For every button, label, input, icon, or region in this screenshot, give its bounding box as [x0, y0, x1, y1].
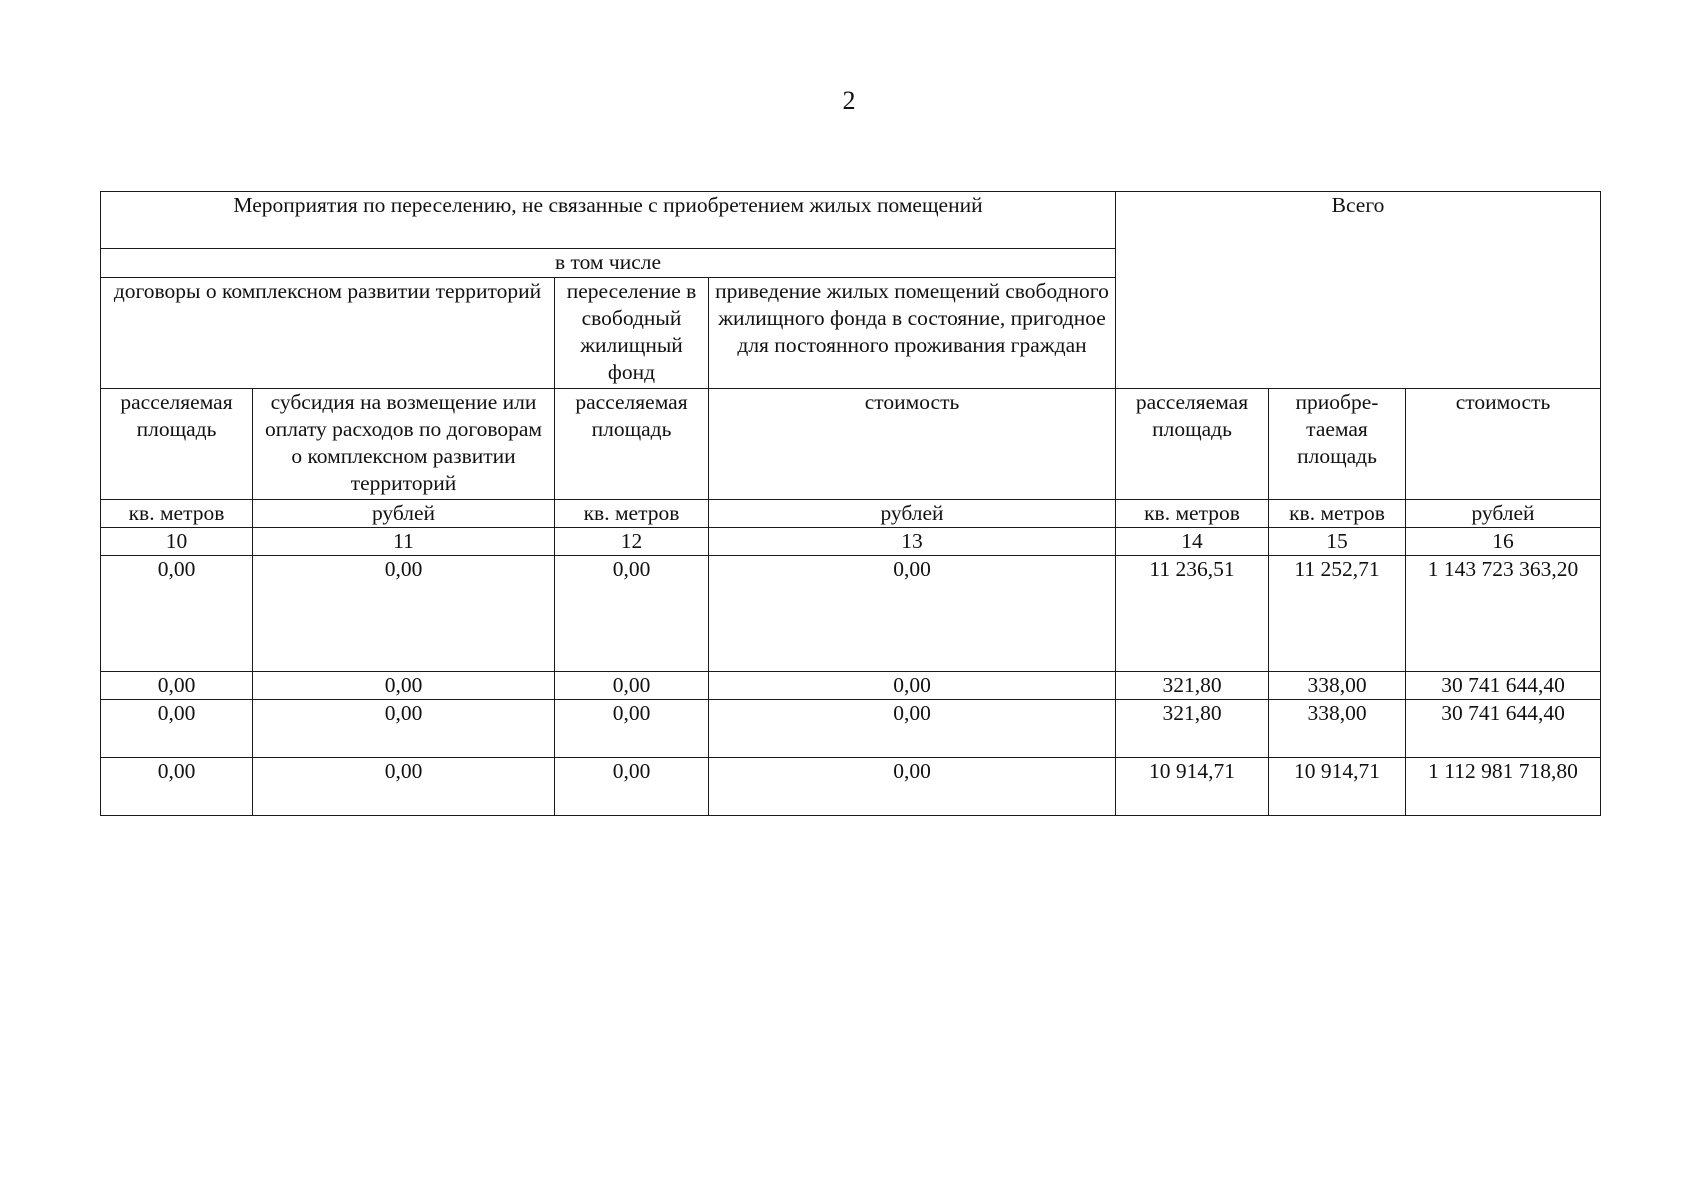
table-cell: 1 143 723 363,20: [1406, 556, 1601, 672]
col14-header: расселяемая площадь: [1116, 389, 1269, 500]
table-cell: 0,00: [555, 758, 709, 816]
page-number: 2: [842, 86, 856, 115]
contracts-group-header: договоры о комплексном развитии территорий: [101, 278, 555, 389]
table-cell: 338,00: [1269, 700, 1406, 758]
table-cell: 0,00: [709, 672, 1116, 700]
column-number: 12: [555, 528, 709, 556]
table-cell: 10 914,71: [1116, 758, 1269, 816]
table-cell: 321,80: [1116, 700, 1269, 758]
col13-header: стоимость: [709, 389, 1116, 500]
unit-cell: кв. метров: [1116, 500, 1269, 528]
unit-cell: рублей: [709, 500, 1116, 528]
column-number: 11: [253, 528, 555, 556]
main-title-header: Мероприятия по переселению, не связанные с приобретением жилых помещений: [101, 192, 1116, 249]
table-cell: 0,00: [253, 700, 555, 758]
table-cell: 0,00: [253, 556, 555, 672]
unit-cell: кв. метров: [555, 500, 709, 528]
table-cell: 0,00: [555, 556, 709, 672]
table-cell: 0,00: [101, 700, 253, 758]
table-cell: 10 914,71: [1269, 758, 1406, 816]
table-row: [101, 556, 1601, 672]
total-header: Всего: [1116, 192, 1601, 389]
table-cell: 30 741 644,40: [1406, 672, 1601, 700]
unit-cell: кв. метров: [101, 500, 253, 528]
table-cell: 0,00: [555, 672, 709, 700]
restore-group-header: приведение жилых помещений свободного жилищного фонда в состояние, пригодное для постоянного проживания граждан: [709, 278, 1116, 389]
unit-cell: рублей: [1406, 500, 1601, 528]
col12-header: расселяемая площадь: [555, 389, 709, 500]
col10-header: расселяемая площадь: [101, 389, 253, 500]
table-cell: 321,80: [1116, 672, 1269, 700]
table-cell: 0,00: [709, 758, 1116, 816]
resettlement-table: [100, 191, 1601, 816]
table-cell: 1 112 981 718,80: [1406, 758, 1601, 816]
column-number: 10: [101, 528, 253, 556]
table-cell: 0,00: [101, 556, 253, 672]
table-cell: 0,00: [101, 758, 253, 816]
resettle-group-header: переселение в свободный жилищный фонд: [555, 278, 709, 389]
table-cell: 0,00: [253, 758, 555, 816]
unit-cell: рублей: [253, 500, 555, 528]
col15-header: приобре-таемая площадь: [1269, 389, 1406, 500]
column-number: 14: [1116, 528, 1269, 556]
table-cell: 0,00: [709, 700, 1116, 758]
table-row: [101, 700, 1601, 758]
table-cell: 0,00: [709, 556, 1116, 672]
unit-cell: кв. метров: [1269, 500, 1406, 528]
table-row: [101, 758, 1601, 816]
column-number: 13: [709, 528, 1116, 556]
table-cell: 30 741 644,40: [1406, 700, 1601, 758]
column-number: 15: [1269, 528, 1406, 556]
table-cell: 11 252,71: [1269, 556, 1406, 672]
including-header: в том числе: [101, 249, 1116, 278]
table-cell: 0,00: [253, 672, 555, 700]
table-cell: 338,00: [1269, 672, 1406, 700]
table-row: [101, 672, 1601, 700]
col16-header: стоимость: [1406, 389, 1601, 500]
table-cell: 0,00: [555, 700, 709, 758]
column-number: 16: [1406, 528, 1601, 556]
table-cell: 0,00: [101, 672, 253, 700]
table-cell: 11 236,51: [1116, 556, 1269, 672]
col11-header: субсидия на возмещение или оплату расходов по договорам о комплексном развитии территорий: [253, 389, 555, 500]
